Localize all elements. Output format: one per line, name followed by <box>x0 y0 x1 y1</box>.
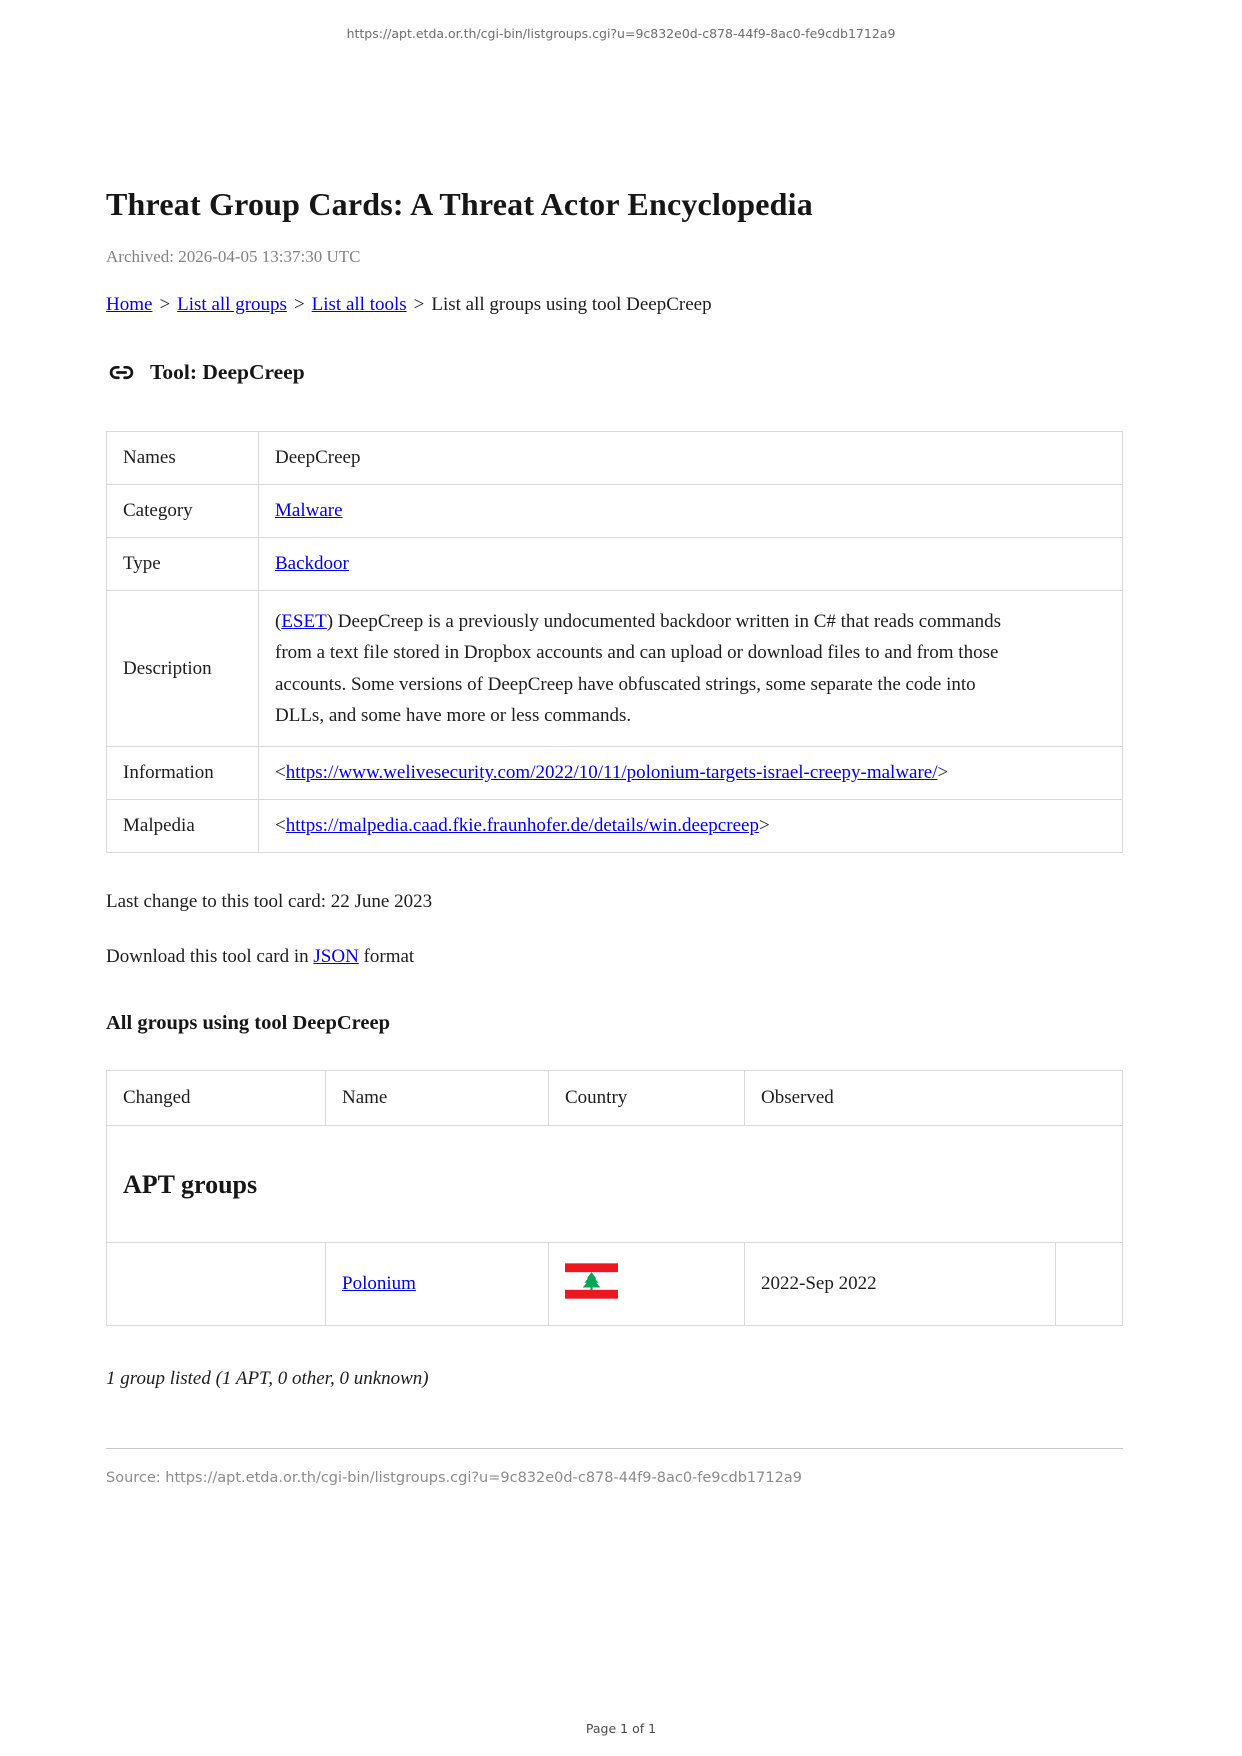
table-row <box>107 485 1123 538</box>
table-row <box>107 591 1123 747</box>
information-url-link[interactable]: https://www.welivesecurity.com/2022/10/11/polonium-targets-israel-creepy-malware/ <box>285 762 938 784</box>
description-text: (ESET) DeepCreep is a previously undocumented backdoor written in C# that reads commands from a text file stored in Dropbox accounts and can upload or download files to and from those accounts. Some versions of DeepCreep have obfuscated strings, some separate the code into DLLs, and some have more or less commands. <box>275 611 1002 727</box>
lebanon-flag-icon <box>565 1263 618 1299</box>
last-change-text: Last change to this tool card: 22 June 2023 <box>106 891 433 913</box>
footer-divider <box>106 1448 1123 1449</box>
groups-summary: 1 group listed (1 APT, 0 other, 0 unknown) <box>106 1368 429 1390</box>
column-header-observed: Observed <box>745 1071 1123 1126</box>
tool-card-table <box>106 431 1123 853</box>
country-cell <box>549 1243 745 1326</box>
breadcrumb-separator: > <box>413 294 425 315</box>
column-header-name: Name <box>326 1071 549 1126</box>
groups-section-heading: All groups using tool DeepCreep <box>106 1012 390 1035</box>
malpedia-label: Malpedia <box>107 800 259 853</box>
json-download-link[interactable]: JSON <box>313 946 359 968</box>
breadcrumb-link-home[interactable]: Home <box>106 294 153 315</box>
table-row <box>107 432 1123 485</box>
column-header-changed: Changed <box>107 1071 326 1126</box>
category-label: Category <box>107 485 259 538</box>
column-header-country: Country <box>549 1071 745 1126</box>
archive-header-url: https://apt.etda.or.th/cgi-bin/listgroups.cgi?u=9c832e0d-c878-44f9-8ac0-fe9cdb1712a9 <box>346 26 896 41</box>
download-line: Download this tool card in JSON format <box>106 946 415 968</box>
information-label: Information <box>107 747 259 800</box>
names-label: Names <box>107 432 259 485</box>
table-row <box>107 747 1123 800</box>
breadcrumb-current: List all groups using tool DeepCreep <box>431 294 712 315</box>
category-value-link[interactable]: Malware <box>275 500 343 521</box>
page-title: Threat Group Cards: A Threat Actor Encyclopedia <box>106 186 813 222</box>
description-label: Description <box>107 591 259 747</box>
information-value: <https://www.welivesecurity.com/2022/10/11/polonium-targets-israel-creepy-malware/> <box>259 747 1123 800</box>
apt-groups-section-label: APT groups <box>123 1170 258 1200</box>
groups-header-row <box>107 1071 1123 1126</box>
content <box>106 0 1123 1486</box>
extra-cell <box>1056 1243 1123 1326</box>
breadcrumb-link-list-all-tools[interactable]: List all tools <box>311 294 407 315</box>
table-row <box>107 1243 1123 1326</box>
eset-link[interactable]: ESET <box>281 611 327 632</box>
type-label: Type <box>107 538 259 591</box>
breadcrumb-separator: > <box>159 294 171 315</box>
tool-heading <box>106 360 1123 385</box>
breadcrumb <box>106 294 1123 316</box>
observed-cell: 2022-Sep 2022 <box>745 1243 1056 1326</box>
groups-section-row <box>107 1126 1123 1243</box>
name-cell <box>326 1243 549 1326</box>
malpedia-value: <https://malpedia.caad.fkie.fraunhofer.de/details/win.deepcreep> <box>259 800 1123 853</box>
tool-heading-text: Tool: DeepCreep <box>150 360 305 384</box>
breadcrumb-link-list-all-groups[interactable]: List all groups <box>177 294 287 315</box>
breadcrumb-separator: > <box>293 294 305 315</box>
changed-cell <box>107 1243 326 1326</box>
group-polonium-link[interactable]: Polonium <box>342 1273 416 1295</box>
malpedia-url-link[interactable]: https://malpedia.caad.fkie.fraunhofer.de/details/win.deepcreep <box>285 815 759 837</box>
page-number: Page 1 of 1 <box>585 1721 657 1736</box>
table-row <box>107 538 1123 591</box>
archived-timestamp: Archived: 2026-04-05 13:37:30 UTC <box>106 247 361 266</box>
table-row <box>107 800 1123 853</box>
groups-table <box>106 1070 1123 1326</box>
chain-link-icon[interactable] <box>106 360 137 385</box>
type-value-link[interactable]: Backdoor <box>275 553 349 574</box>
footer-source: Source: https://apt.etda.or.th/cgi-bin/listgroups.cgi?u=9c832e0d-c878-44f9-8ac0-fe9cdb1712a9 <box>106 1470 802 1487</box>
names-value: DeepCreep <box>259 432 1123 485</box>
